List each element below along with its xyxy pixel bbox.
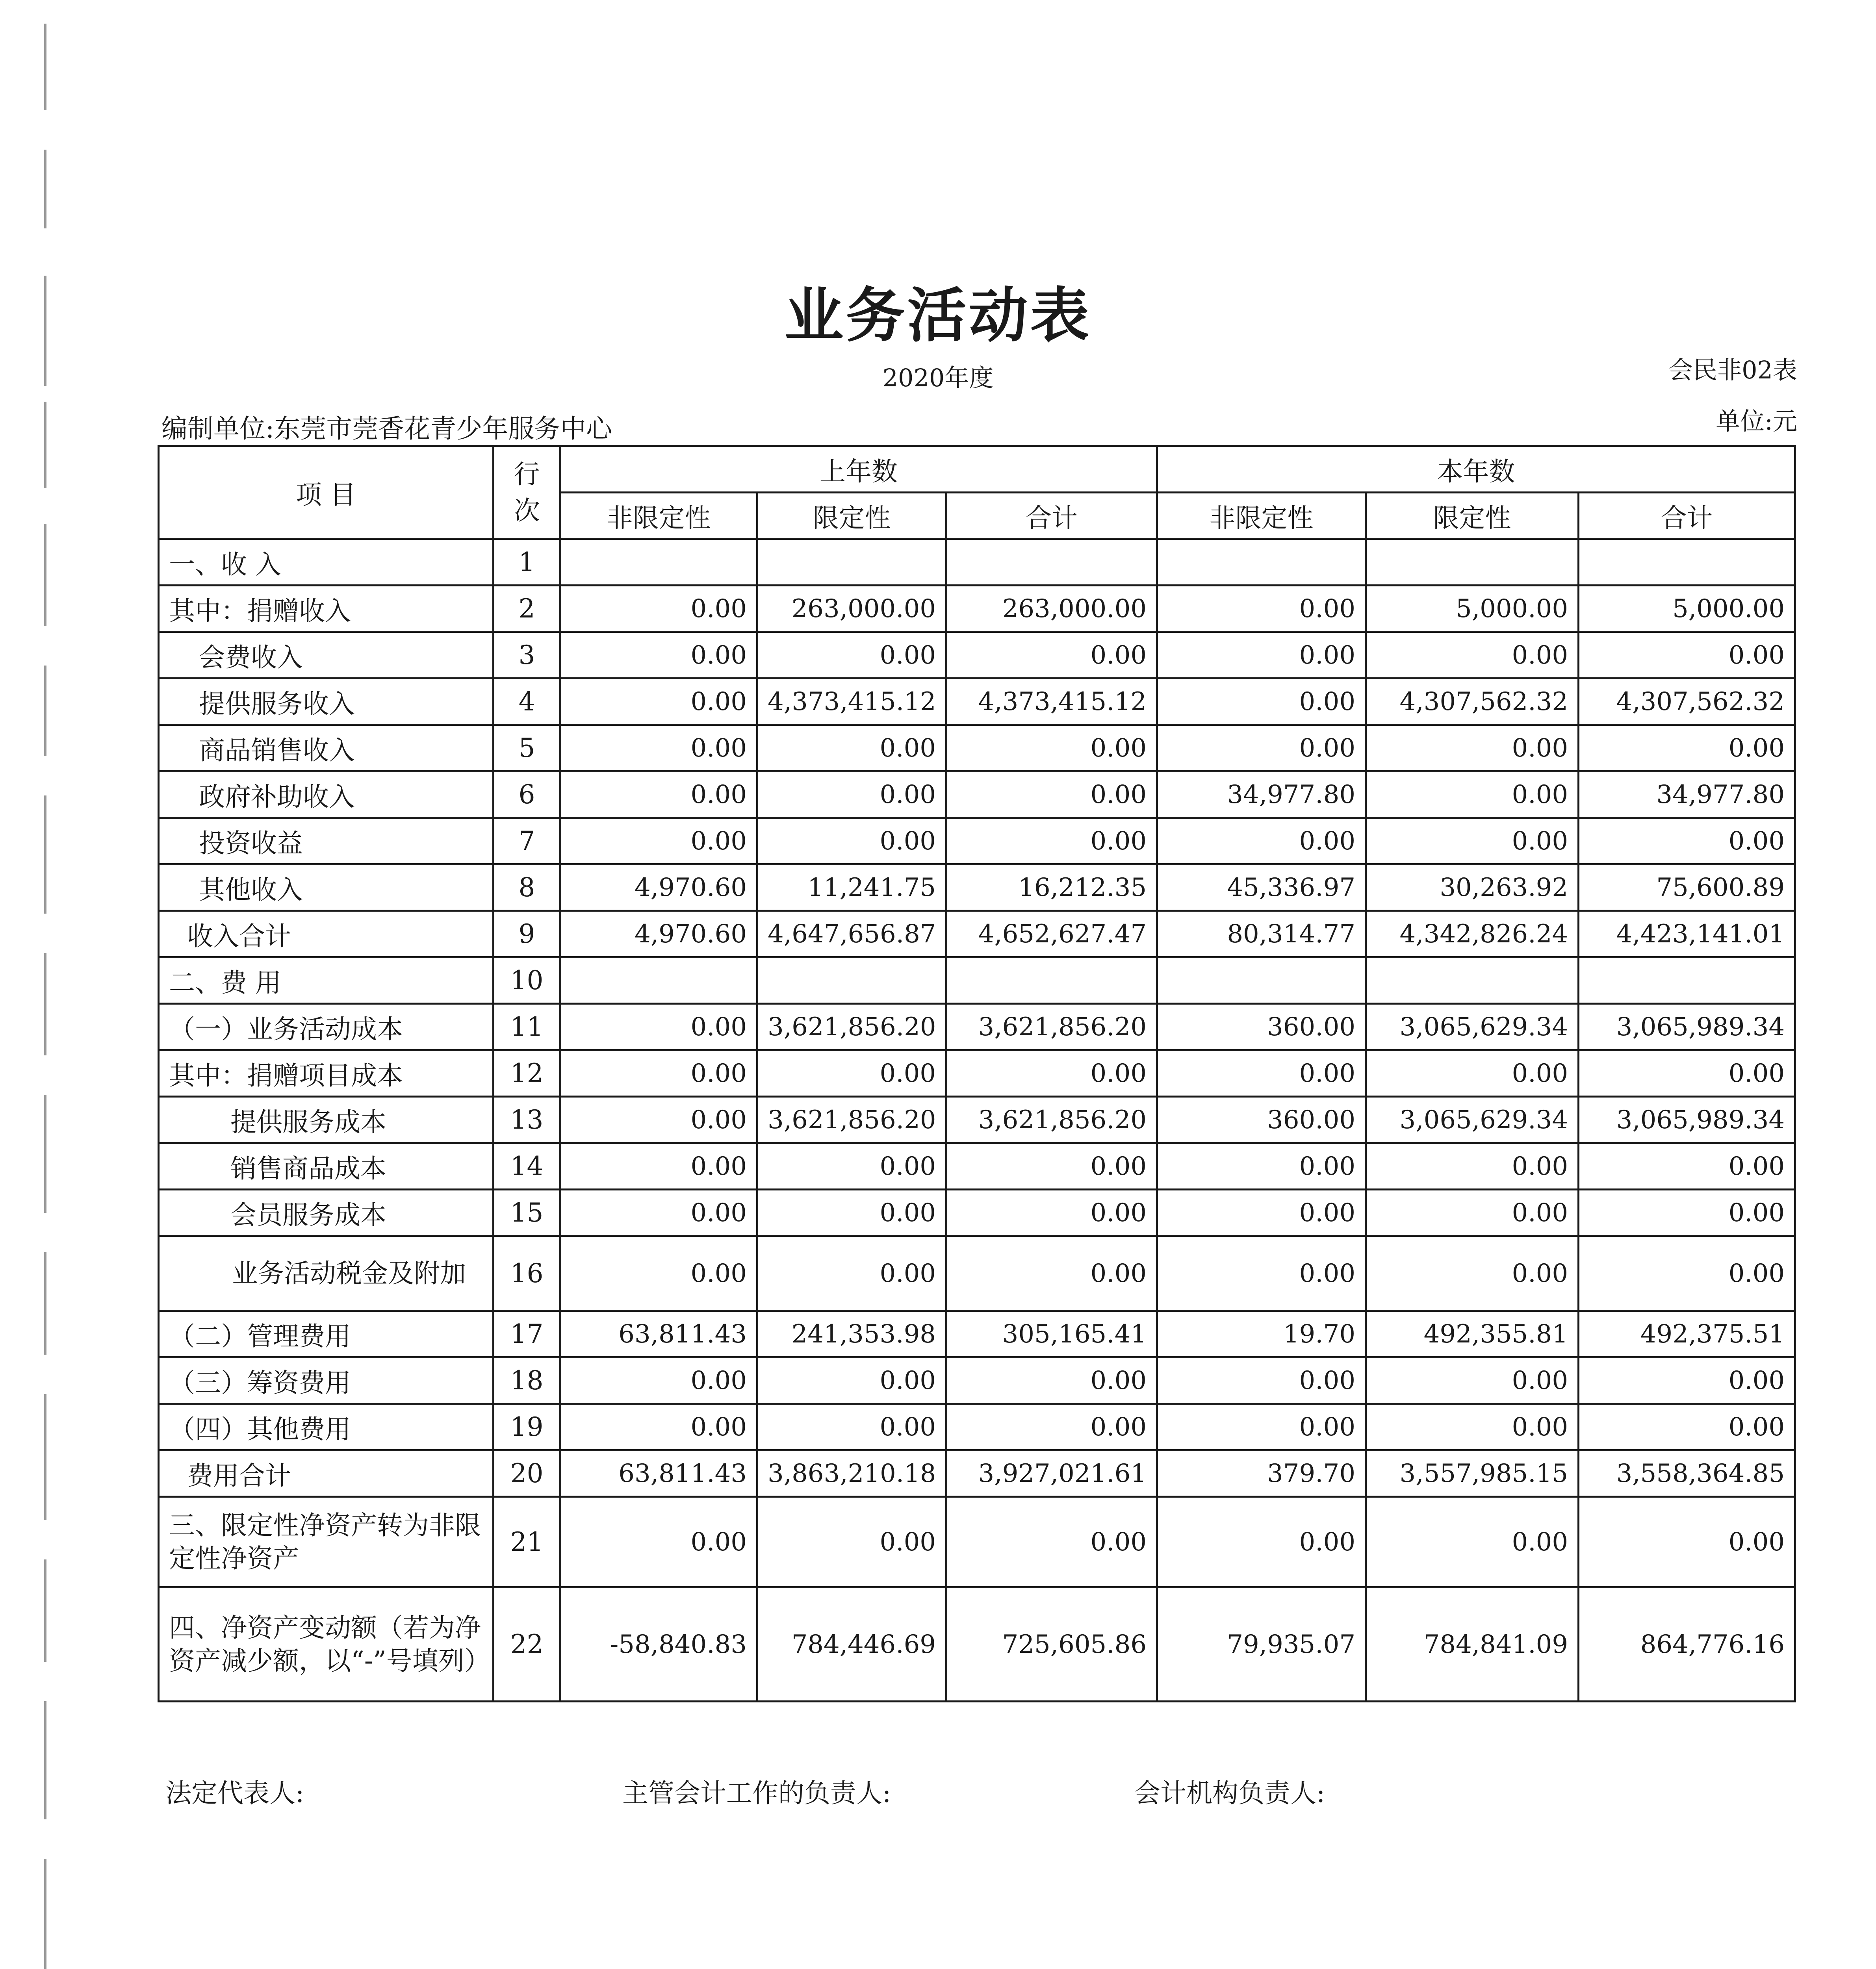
header-current-year: 本年数	[1157, 446, 1795, 493]
cell-curr-restricted: 0.00	[1366, 725, 1579, 771]
cell-curr-total: 5,000.00	[1579, 586, 1795, 632]
cell-curr-total: 0.00	[1579, 1357, 1795, 1404]
cell-curr-restricted: 0.00	[1366, 818, 1579, 864]
accounting-department-head-label: 会计机构负责人:	[1134, 1778, 1325, 1808]
cell-prev-total: 0.00	[946, 1236, 1157, 1311]
row-number: 8	[494, 864, 560, 911]
row-number: 9	[494, 911, 560, 957]
cell-curr-total: 0.00	[1579, 1190, 1795, 1236]
cell-curr-restricted: 784,841.09	[1366, 1587, 1579, 1702]
cell-curr-total	[1579, 957, 1795, 1004]
cell-prev-total: 0.00	[946, 632, 1157, 679]
cell-curr-restricted: 0.00	[1366, 1050, 1579, 1097]
row-label: 提供服务收入	[159, 679, 494, 725]
header-curr-unrestricted: 非限定性	[1157, 493, 1366, 539]
cell-curr-restricted: 0.00	[1366, 1497, 1579, 1587]
cell-prev-total: 0.00	[946, 1190, 1157, 1236]
cell-curr-restricted: 0.00	[1366, 1236, 1579, 1311]
row-label: 费用合计	[159, 1450, 494, 1497]
cell-curr-restricted: 0.00	[1366, 771, 1579, 818]
cell-prev-total: 0.00	[946, 1143, 1157, 1190]
row-number: 4	[494, 679, 560, 725]
table-row	[159, 586, 1795, 632]
binder-mark	[44, 1859, 46, 1969]
cell-prev-total: 305,165.41	[946, 1311, 1157, 1357]
cell-curr-restricted	[1366, 957, 1579, 1004]
row-label: （三）筹资费用	[159, 1357, 494, 1404]
table-row	[159, 957, 1795, 1004]
row-label: 其中：捐赠项目成本	[159, 1050, 494, 1097]
cell-prev-total: 3,621,856.20	[946, 1004, 1157, 1050]
cell-curr-restricted: 3,557,985.15	[1366, 1450, 1579, 1497]
cell-prev-restricted: 0.00	[757, 1236, 946, 1311]
header-prev-restricted: 限定性	[757, 493, 946, 539]
cell-prev-restricted: 4,647,656.87	[757, 911, 946, 957]
cell-curr-total: 0.00	[1579, 1050, 1795, 1097]
cell-prev-restricted: 0.00	[757, 1357, 946, 1404]
header-curr-total: 合计	[1579, 493, 1795, 539]
row-number: 1	[494, 539, 560, 586]
cell-prev-total: 0.00	[946, 725, 1157, 771]
cell-prev-restricted: 11,241.75	[757, 864, 946, 911]
cell-curr-unrestricted: 0.00	[1157, 725, 1366, 771]
cell-prev-unrestricted: 0.00	[560, 1236, 757, 1311]
cell-curr-unrestricted: 80,314.77	[1157, 911, 1366, 957]
cell-curr-restricted: 0.00	[1366, 1404, 1579, 1450]
cell-curr-unrestricted: 0.00	[1157, 1143, 1366, 1190]
row-number: 11	[494, 1004, 560, 1050]
cell-prev-total: 4,652,627.47	[946, 911, 1157, 957]
cell-curr-restricted: 0.00	[1366, 1190, 1579, 1236]
cell-prev-unrestricted: 0.00	[560, 725, 757, 771]
row-label: 一、收 入	[159, 539, 494, 586]
binder-mark	[44, 524, 46, 626]
row-label: 三、限定性净资产转为非限定性净资产	[159, 1497, 494, 1587]
table-row	[159, 864, 1795, 911]
row-label: 其他收入	[159, 864, 494, 911]
table-row	[159, 1050, 1795, 1097]
cell-prev-unrestricted: 4,970.60	[560, 864, 757, 911]
table-row	[159, 539, 1795, 586]
row-number: 19	[494, 1404, 560, 1450]
cell-curr-unrestricted: 0.00	[1157, 586, 1366, 632]
cell-curr-restricted: 0.00	[1366, 632, 1579, 679]
cell-curr-total: 4,307,562.32	[1579, 679, 1795, 725]
row-label: 业务活动税金及附加	[159, 1236, 494, 1311]
cell-prev-total: 0.00	[946, 1497, 1157, 1587]
table-row	[159, 1497, 1795, 1587]
cell-prev-restricted: 0.00	[757, 818, 946, 864]
table-row	[159, 1404, 1795, 1450]
cell-prev-total: 3,621,856.20	[946, 1097, 1157, 1143]
header-curr-restricted: 限定性	[1366, 493, 1579, 539]
row-label: 政府补助收入	[159, 771, 494, 818]
currency-unit: 单位:元	[1716, 407, 1797, 436]
cell-curr-restricted: 3,065,629.34	[1366, 1097, 1579, 1143]
cell-prev-unrestricted: 0.00	[560, 1004, 757, 1050]
row-number: 10	[494, 957, 560, 1004]
cell-curr-restricted: 0.00	[1366, 1143, 1579, 1190]
row-label: 会费收入	[159, 632, 494, 679]
cell-curr-total	[1579, 539, 1795, 586]
row-number: 20	[494, 1450, 560, 1497]
binder-mark	[44, 1252, 46, 1355]
row-label: 会员服务成本	[159, 1190, 494, 1236]
table-row	[159, 1097, 1795, 1143]
cell-curr-unrestricted: 0.00	[1157, 818, 1366, 864]
row-label: 其中：捐赠收入	[159, 586, 494, 632]
cell-curr-unrestricted: 360.00	[1157, 1004, 1366, 1050]
binder-mark	[44, 150, 46, 228]
cell-prev-unrestricted	[560, 539, 757, 586]
row-label: 提供服务成本	[159, 1097, 494, 1143]
cell-curr-total: 864,776.16	[1579, 1587, 1795, 1702]
header-prev-unrestricted: 非限定性	[560, 493, 757, 539]
cell-prev-restricted: 241,353.98	[757, 1311, 946, 1357]
row-label: （四）其他费用	[159, 1404, 494, 1450]
cell-curr-restricted: 30,263.92	[1366, 864, 1579, 911]
cell-curr-total: 3,065,989.34	[1579, 1097, 1795, 1143]
header-item: 项 目	[159, 446, 494, 539]
cell-prev-total	[946, 539, 1157, 586]
table-row	[159, 1357, 1795, 1404]
cell-curr-unrestricted: 79,935.07	[1157, 1587, 1366, 1702]
table-row	[159, 1311, 1795, 1357]
cell-curr-unrestricted: 360.00	[1157, 1097, 1366, 1143]
row-number: 22	[494, 1587, 560, 1702]
cell-curr-unrestricted: 0.00	[1157, 1497, 1366, 1587]
cell-curr-total: 0.00	[1579, 818, 1795, 864]
cell-prev-unrestricted: 0.00	[560, 1050, 757, 1097]
cell-prev-unrestricted: 0.00	[560, 818, 757, 864]
cell-curr-total: 3,065,989.34	[1579, 1004, 1795, 1050]
cell-prev-restricted	[757, 957, 946, 1004]
cell-prev-restricted: 0.00	[757, 1404, 946, 1450]
binder-mark	[44, 1394, 46, 1520]
cell-prev-restricted: 0.00	[757, 771, 946, 818]
cell-prev-restricted: 0.00	[757, 1190, 946, 1236]
row-number: 17	[494, 1311, 560, 1357]
cell-prev-restricted: 784,446.69	[757, 1587, 946, 1702]
table-row	[159, 1450, 1795, 1497]
accounting-supervisor-label: 主管会计工作的负责人:	[622, 1778, 891, 1808]
cell-curr-unrestricted: 19.70	[1157, 1311, 1366, 1357]
cell-curr-unrestricted: 0.00	[1157, 1404, 1366, 1450]
cell-curr-total: 75,600.89	[1579, 864, 1795, 911]
cell-curr-unrestricted: 0.00	[1157, 1050, 1366, 1097]
cell-curr-total: 4,423,141.01	[1579, 911, 1795, 957]
cell-curr-unrestricted: 0.00	[1157, 1357, 1366, 1404]
cell-curr-unrestricted	[1157, 957, 1366, 1004]
header-previous-year: 上年数	[560, 446, 1157, 493]
row-number: 5	[494, 725, 560, 771]
activity-statement-table	[158, 445, 1796, 1702]
form-code: 会民非02表	[1668, 356, 1797, 384]
row-label: 投资收益	[159, 818, 494, 864]
table-row	[159, 1190, 1795, 1236]
header-row-number: 行次	[494, 446, 560, 539]
cell-prev-unrestricted: 0.00	[560, 1143, 757, 1190]
cell-prev-unrestricted: 0.00	[560, 771, 757, 818]
cell-prev-restricted: 263,000.00	[757, 586, 946, 632]
cell-curr-restricted: 5,000.00	[1366, 586, 1579, 632]
binder-mark	[44, 402, 46, 488]
cell-prev-unrestricted: 4,970.60	[560, 911, 757, 957]
cell-prev-unrestricted: 0.00	[560, 1190, 757, 1236]
cell-curr-unrestricted: 0.00	[1157, 1190, 1366, 1236]
row-label: 收入合计	[159, 911, 494, 957]
table-row	[159, 1004, 1795, 1050]
table-body	[159, 539, 1795, 1702]
row-number: 14	[494, 1143, 560, 1190]
cell-prev-unrestricted: 0.00	[560, 1097, 757, 1143]
cell-prev-total: 0.00	[946, 771, 1157, 818]
cell-prev-restricted: 0.00	[757, 1143, 946, 1190]
binder-mark	[44, 953, 46, 1055]
cell-prev-restricted: 0.00	[757, 1050, 946, 1097]
cell-prev-total: 4,373,415.12	[946, 679, 1157, 725]
cell-curr-total: 0.00	[1579, 1404, 1795, 1450]
table-row	[159, 1587, 1795, 1702]
binder-mark	[44, 1095, 46, 1213]
cell-curr-total: 0.00	[1579, 725, 1795, 771]
cell-prev-restricted: 3,621,856.20	[757, 1004, 946, 1050]
cell-prev-unrestricted: 0.00	[560, 679, 757, 725]
cell-curr-total: 492,375.51	[1579, 1311, 1795, 1357]
cell-curr-restricted: 4,307,562.32	[1366, 679, 1579, 725]
cell-prev-restricted: 3,621,856.20	[757, 1097, 946, 1143]
cell-curr-restricted	[1366, 539, 1579, 586]
cell-curr-unrestricted: 45,336.97	[1157, 864, 1366, 911]
table-row	[159, 1236, 1795, 1311]
row-number: 18	[494, 1357, 560, 1404]
cell-prev-unrestricted: 63,811.43	[560, 1450, 757, 1497]
row-number: 6	[494, 771, 560, 818]
cell-prev-total: 725,605.86	[946, 1587, 1157, 1702]
cell-curr-total: 0.00	[1579, 1143, 1795, 1190]
cell-prev-unrestricted	[560, 957, 757, 1004]
table-row	[159, 632, 1795, 679]
binder-mark	[44, 795, 46, 914]
cell-prev-total: 0.00	[946, 1357, 1157, 1404]
cell-prev-unrestricted: 0.00	[560, 632, 757, 679]
cell-curr-total: 3,558,364.85	[1579, 1450, 1795, 1497]
table-row	[159, 771, 1795, 818]
binder-mark	[44, 1559, 46, 1662]
cell-curr-unrestricted: 0.00	[1157, 632, 1366, 679]
report-year: 2020年度	[882, 363, 994, 392]
cell-prev-total: 3,927,021.61	[946, 1450, 1157, 1497]
cell-prev-restricted: 0.00	[757, 725, 946, 771]
row-number: 21	[494, 1497, 560, 1587]
binder-mark	[44, 1701, 46, 1819]
cell-prev-total: 0.00	[946, 1050, 1157, 1097]
cell-prev-total: 16,212.35	[946, 864, 1157, 911]
row-number: 3	[494, 632, 560, 679]
row-number: 16	[494, 1236, 560, 1311]
table-row	[159, 1143, 1795, 1190]
row-label: 销售商品成本	[159, 1143, 494, 1190]
cell-curr-restricted: 4,342,826.24	[1366, 911, 1579, 957]
cell-prev-total: 263,000.00	[946, 586, 1157, 632]
document-title: 业务活动表	[784, 282, 1092, 350]
cell-prev-unrestricted: 0.00	[560, 1357, 757, 1404]
cell-curr-restricted: 492,355.81	[1366, 1311, 1579, 1357]
table-row	[159, 679, 1795, 725]
cell-prev-unrestricted: 0.00	[560, 586, 757, 632]
header-prev-total: 合计	[946, 493, 1157, 539]
table-row	[159, 818, 1795, 864]
row-label: 二、费 用	[159, 957, 494, 1004]
row-label: 商品销售收入	[159, 725, 494, 771]
row-label: 四、净资产变动额（若为净资产减少额，以“-”号填列）	[159, 1587, 494, 1702]
row-number: 2	[494, 586, 560, 632]
cell-prev-unrestricted: 63,811.43	[560, 1311, 757, 1357]
cell-prev-restricted	[757, 539, 946, 586]
row-label: （二）管理费用	[159, 1311, 494, 1357]
cell-prev-total: 0.00	[946, 818, 1157, 864]
cell-curr-total: 34,977.80	[1579, 771, 1795, 818]
cell-curr-restricted: 3,065,629.34	[1366, 1004, 1579, 1050]
cell-curr-unrestricted: 0.00	[1157, 1236, 1366, 1311]
cell-curr-unrestricted: 34,977.80	[1157, 771, 1366, 818]
cell-prev-unrestricted: 0.00	[560, 1497, 757, 1587]
cell-prev-restricted: 0.00	[757, 1497, 946, 1587]
row-number: 13	[494, 1097, 560, 1143]
row-number: 7	[494, 818, 560, 864]
row-label: （一）业务活动成本	[159, 1004, 494, 1050]
row-number: 12	[494, 1050, 560, 1097]
cell-prev-unrestricted: -58,840.83	[560, 1587, 757, 1702]
cell-prev-unrestricted: 0.00	[560, 1404, 757, 1450]
row-number: 15	[494, 1190, 560, 1236]
table-row	[159, 725, 1795, 771]
binder-mark	[44, 24, 46, 110]
cell-curr-unrestricted: 0.00	[1157, 679, 1366, 725]
preparing-organization: 编制单位:东莞市莞香花青少年服务中心	[161, 413, 612, 444]
cell-prev-restricted: 0.00	[757, 632, 946, 679]
cell-curr-total: 0.00	[1579, 1497, 1795, 1587]
cell-prev-restricted: 4,373,415.12	[757, 679, 946, 725]
binder-mark	[44, 666, 46, 756]
table-row	[159, 911, 1795, 957]
cell-curr-unrestricted: 379.70	[1157, 1450, 1366, 1497]
cell-curr-total: 0.00	[1579, 632, 1795, 679]
cell-curr-unrestricted	[1157, 539, 1366, 586]
cell-prev-total: 0.00	[946, 1404, 1157, 1450]
cell-curr-restricted: 0.00	[1366, 1357, 1579, 1404]
cell-prev-restricted: 3,863,210.18	[757, 1450, 946, 1497]
legal-representative-label: 法定代表人:	[165, 1778, 304, 1808]
cell-curr-total: 0.00	[1579, 1236, 1795, 1311]
cell-prev-total	[946, 957, 1157, 1004]
